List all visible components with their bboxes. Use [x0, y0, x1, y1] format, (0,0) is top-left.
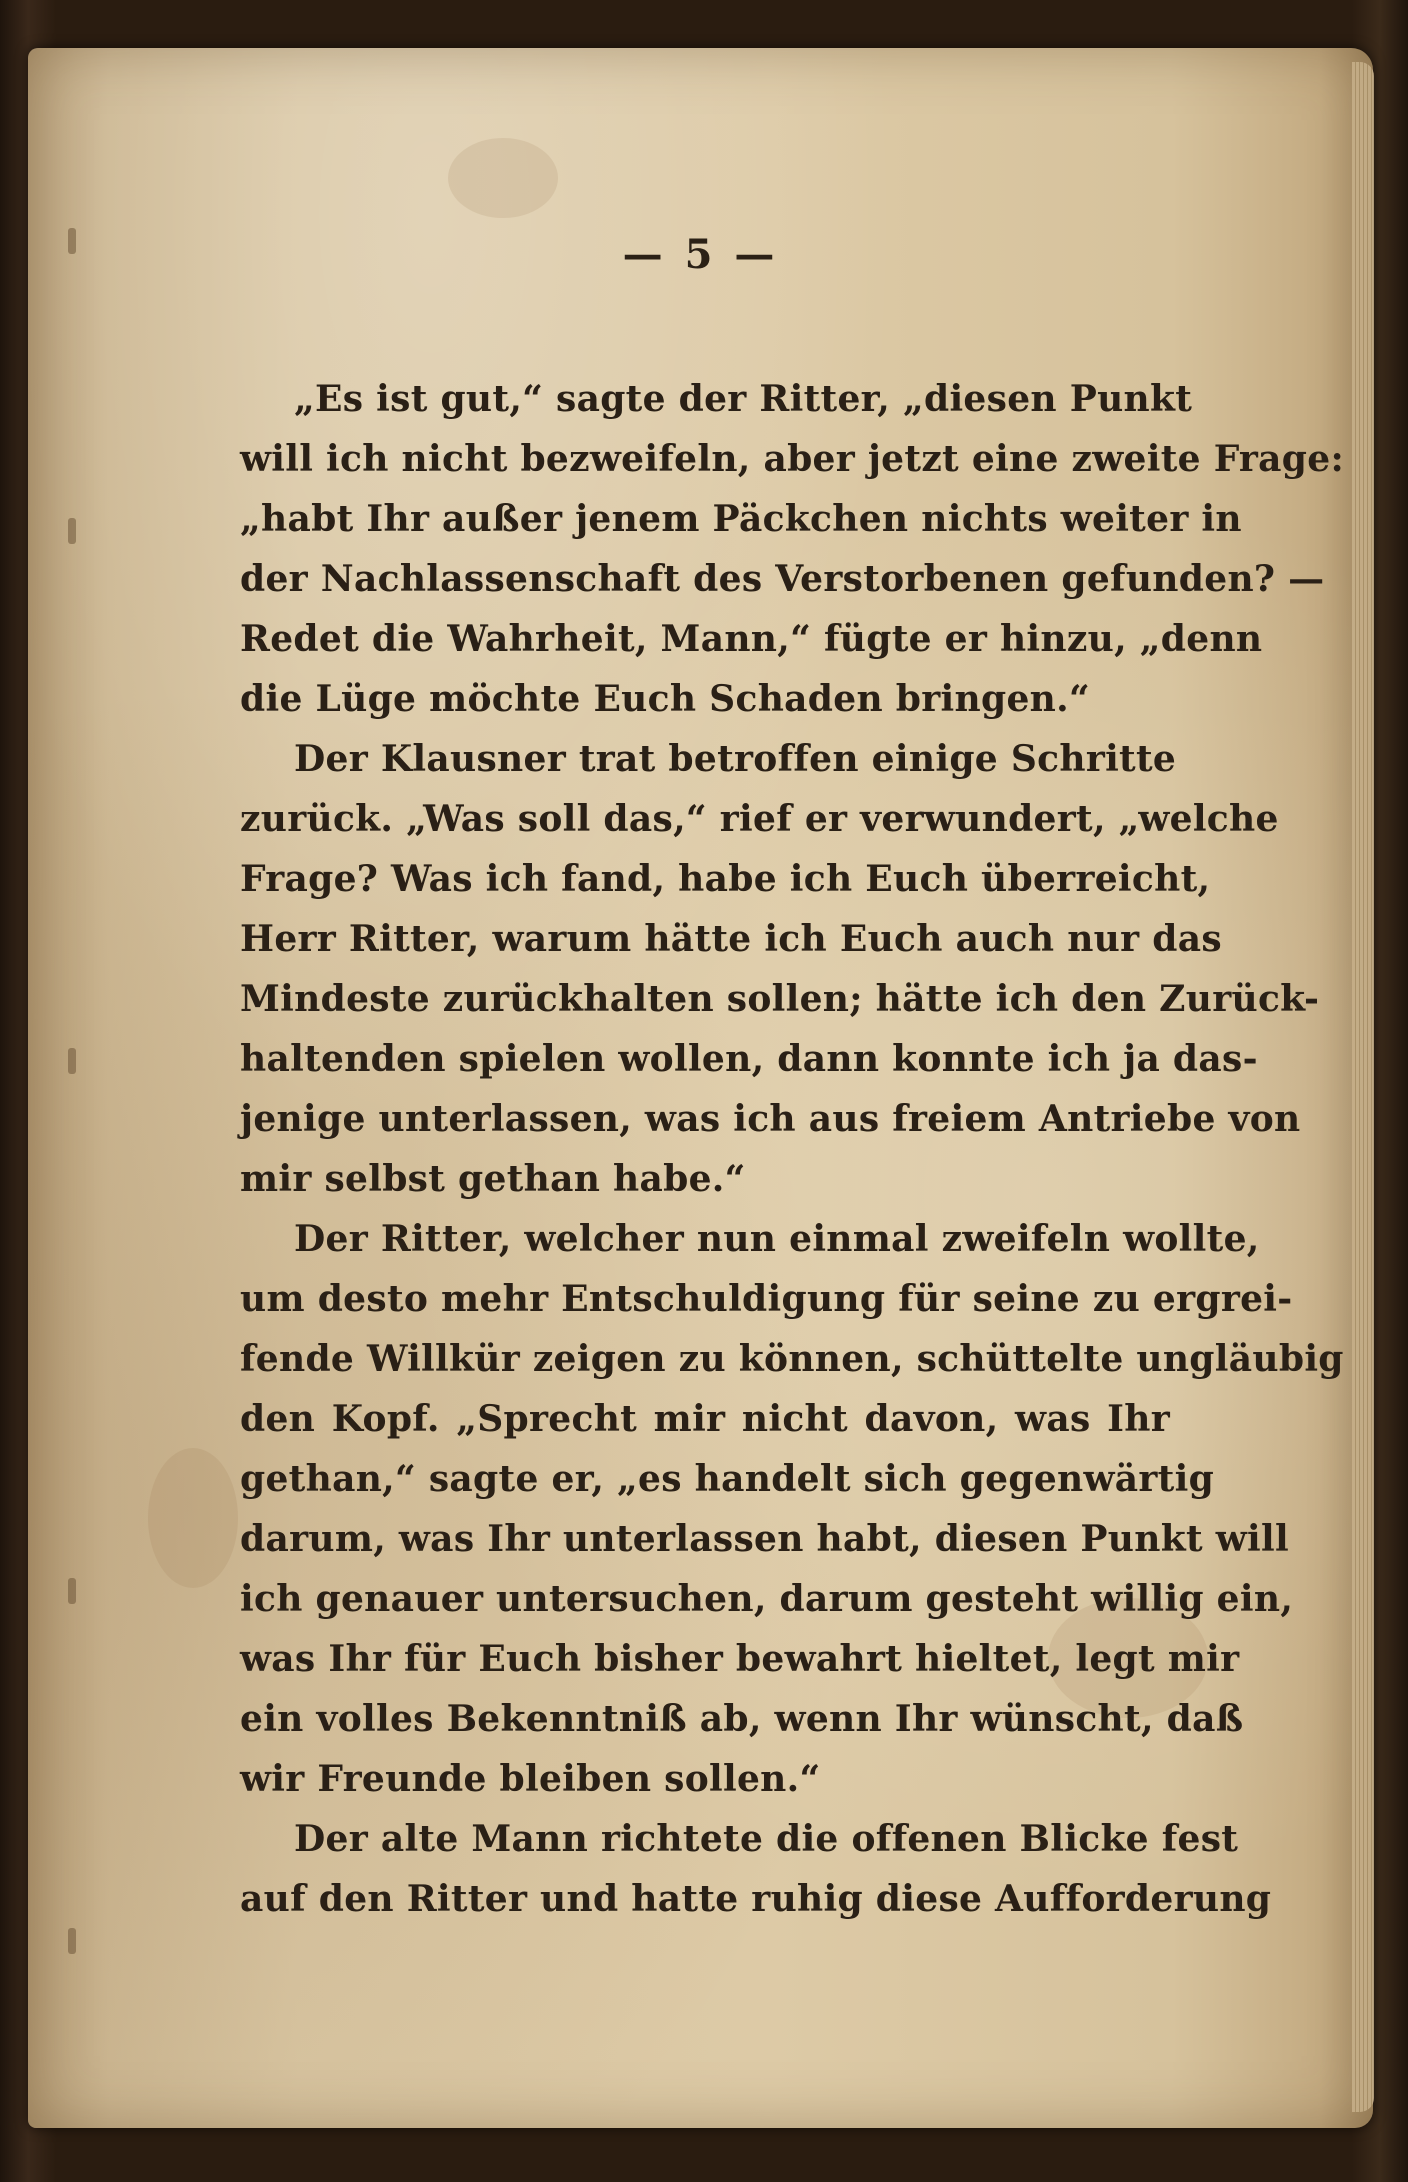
text-line: der Nachlassenschaft des Verstorbenen gefunden? —	[240, 558, 1325, 600]
paper-stain	[448, 138, 558, 218]
text-line: darum, was Ihr unterlassen habt, diesen Punkt will	[240, 1518, 1289, 1560]
text-line: was Ihr für Euch bisher bewahrt hieltet, legt mir	[240, 1638, 1240, 1680]
text-line: Der Klausner trat betroffen einige Schritte	[294, 738, 1177, 780]
text-line: den Kopf. „Sprecht mir nicht davon, was Ihr	[240, 1398, 1170, 1440]
book-page	[28, 48, 1373, 2128]
text-line: die Lüge möchte Euch Schaden bringen.“	[240, 678, 1090, 720]
page-number: — 5 —	[622, 231, 779, 278]
binding-stitches	[62, 228, 80, 2128]
paper-stain	[148, 1448, 238, 1588]
text-line: um desto mehr Entschuldigung für seine zu ergrei-	[240, 1278, 1293, 1320]
body-text	[240, 369, 1345, 1929]
text-line: fende Willkür zeigen zu können, schüttelte ungläubig	[240, 1338, 1344, 1380]
text-line: wir Freunde bleiben sollen.“	[240, 1758, 821, 1800]
text-line: zurück. „Was soll das,“ rief er verwundert, „welche	[240, 798, 1279, 840]
text-line: Herr Ritter, warum hätte ich Euch auch nur das	[240, 918, 1222, 960]
text-line: Der Ritter, welcher nun einmal zweifeln wollte,	[294, 1218, 1260, 1260]
text-line: will ich nicht bezweifeln, aber jetzt eine zweite Frage:	[240, 438, 1345, 480]
text-line: Frage? Was ich fand, habe ich Euch überreicht,	[240, 858, 1211, 900]
text-line: gethan,“ sagte er, „es handelt sich gegenwärtig	[240, 1458, 1215, 1500]
text-line: Redet die Wahrheit, Mann,“ fügte er hinzu, „denn	[240, 618, 1263, 660]
text-line: haltenden spielen wollen, dann konnte ich ja das-	[240, 1038, 1258, 1080]
page-edges	[1352, 62, 1374, 2112]
text-line: Der alte Mann richtete die offenen Blicke fest	[294, 1818, 1239, 1860]
text-line: mir selbst gethan habe.“	[240, 1158, 746, 1200]
text-line: „Es ist gut,“ sagte der Ritter, „diesen Punkt	[294, 378, 1193, 420]
text-line: Mindeste zurückhalten sollen; hätte ich den Zurück-	[240, 978, 1320, 1020]
text-line: auf den Ritter und hatte ruhig diese Aufforderung	[240, 1878, 1272, 1920]
text-line: ein volles Bekenntniß ab, wenn Ihr wünscht, daß	[240, 1698, 1244, 1740]
text-line: jenige unterlassen, was ich aus freiem Antriebe von	[240, 1098, 1301, 1140]
text-line: „habt Ihr außer jenem Päckchen nichts weiter in	[240, 498, 1242, 540]
text-line: ich genauer untersuchen, darum gesteht willig ein,	[240, 1578, 1294, 1620]
